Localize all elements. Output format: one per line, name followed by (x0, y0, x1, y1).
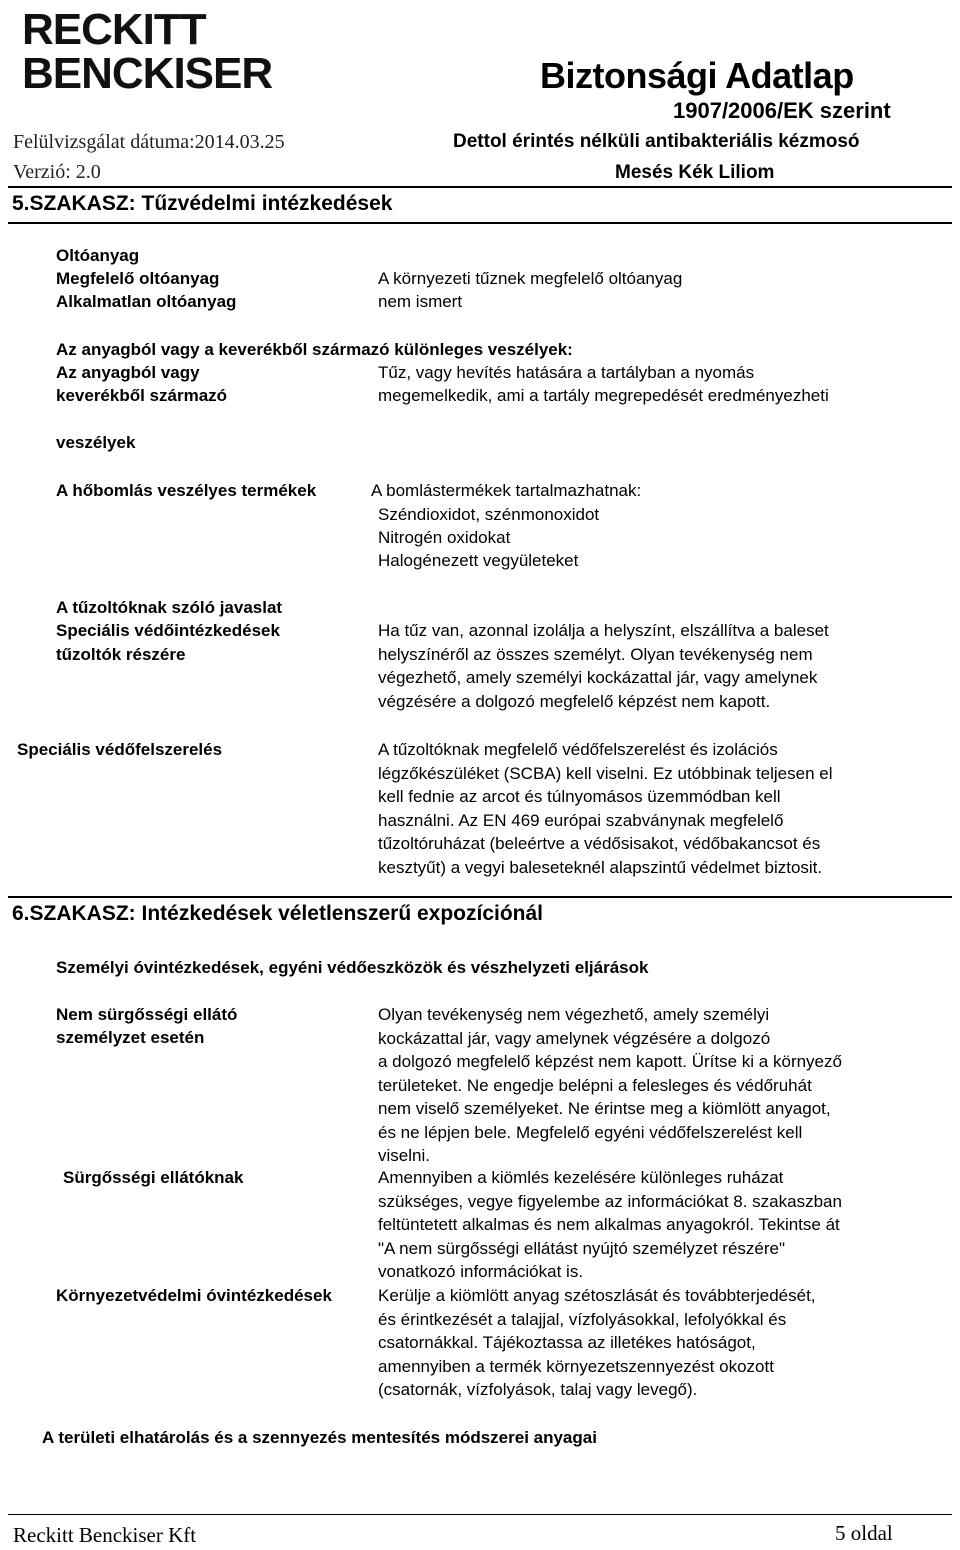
non-emergency-label-1: Nem sürgősségi ellátó (56, 1005, 238, 1024)
decomposition-label: A hőbomlás veszélyes termékek (56, 481, 317, 500)
logo-line1: RECKITT (22, 5, 206, 54)
section6-title-overline (8, 896, 952, 898)
non-emergency-line-5: nem viselő személyeket. Ne érintse meg a kiömlött anyagot, (378, 1099, 831, 1118)
non-emergency-line-6: és ne lépjen bele. Megfelelő egyéni védőfelszerelést kell (378, 1122, 803, 1142)
non-emergency-line-7: viselni. (378, 1146, 430, 1165)
emergency-line-5: vonatkozó információkat is. (378, 1262, 584, 1281)
suitable-media-label: Megfelelő oltóanyag (56, 269, 220, 288)
environmental-line-3: csatornákkal. Tájékoztassa az illetékes hatóságot, (378, 1333, 756, 1352)
emergency-line-4: "A nem sürgősségi ellátást nyújtó személyzet részére" (378, 1238, 786, 1258)
emergency-label: Sürgősségi ellátóknak (63, 1168, 244, 1187)
emergency-line-3: feltüntetett alkalmas és nem alkalmas anyagokról. Tekintse át (378, 1215, 840, 1234)
special-measures-value (378, 619, 829, 713)
logo-line2: BENCKISER (22, 49, 273, 98)
section6-title: 6.SZAKASZ: Intézkedések véletlenszerű expozíciónál (12, 902, 544, 925)
special-hazards-heading: Az anyagból vagy a keverékből származó különleges veszélyek: (56, 340, 573, 359)
emergency-line-2: szükséges, vegye figyelembe az információkat 8. szakaszban (378, 1191, 842, 1211)
footer-divider (8, 1514, 952, 1515)
environmental-label: Környezetvédelmi óvintézkedések (56, 1286, 332, 1305)
decomposition-value-1: A bomlástermékek tartalmazhatnak: (371, 481, 642, 500)
environmental-line-2: és érintkezését a talajjal, vízfolyásokkal, lefolyókkal és (378, 1309, 787, 1329)
extinguishing-heading: Oltóanyag (56, 246, 140, 265)
special-measures-line-2: helyszínéről az összes személyt. Olyan tevékenység nem (378, 644, 813, 664)
non-emergency-label-2: személyzet esetén (56, 1028, 205, 1047)
footer-page-number: 5 oldal (835, 1521, 893, 1545)
environmental-value (378, 1284, 816, 1402)
product-name: Dettol érintés nélküli antibakteriális kézmosó (453, 131, 860, 152)
decomposition-value-4: Halogénezett vegyületeket (378, 551, 579, 570)
unsuitable-media-value: nem ismert (378, 292, 463, 311)
regulation-text: 1907/2006/EK szerint (673, 98, 891, 123)
company-logo (22, 5, 273, 98)
special-hazards-value-1: Tűz, vagy hevítés hatására a tartályban a nyomás (378, 363, 755, 382)
ppe-line-1: A tűzoltóknak megfelelő védőfelszerelést és izolációs (378, 740, 778, 759)
personal-precautions-heading: Személyi óvintézkedések, egyéni védőeszközök és vészhelyzeti eljárások (56, 958, 649, 977)
non-emergency-line-4: területeket. Ne engedje belépni a felesleges és védőruhát (378, 1075, 812, 1095)
special-hazards-label-2: keverékből származó (56, 386, 228, 405)
non-emergency-value (378, 1003, 842, 1168)
non-emergency-line-3: a dolgozó megfelelő képzést nem kapott. Ürítse ki a környező (378, 1052, 842, 1071)
ppe-value (378, 738, 833, 879)
product-variant: Mesés Kék Liliom (615, 162, 775, 183)
ppe-line-6: kesztyűt) a vegyi baleseteknél alapszintű védelmet biztosit. (378, 857, 823, 877)
decomposition-value-3: Nitrogén oxidokat (378, 528, 511, 547)
ppe-line-4: használni. Az EN 469 európai szabványnak megfelelő (378, 810, 784, 830)
containment-heading: A területi elhatárolás és a szennyezés mentesítés módszerei anyagai (42, 1428, 597, 1447)
ppe-line-3: kell fednie az arcot és túlnyomásos üzemmódban kell (378, 787, 781, 806)
emergency-value (378, 1166, 842, 1284)
special-hazards-value-2: megemelkedik, ami a tartály megrepedését eredményezheti (378, 386, 829, 405)
environmental-line-4: amennyiben a termék környezetszennyezést okozott (378, 1356, 774, 1376)
special-measures-line-4: végzésére a dolgozó megfelelő képzést nem kapott. (378, 691, 771, 711)
special-measures-label-1: Speciális védőintézkedések (56, 621, 280, 640)
ppe-label: Speciális védőfelszerelés (17, 740, 223, 759)
footer-company: Reckitt Benckiser Kft (13, 1523, 197, 1547)
suitable-media-value: A környezeti tűznek megfelelő oltóanyag (378, 269, 683, 288)
revision-date: Felülvizsgálat dátuma:2014.03.25 (13, 131, 285, 153)
unsuitable-media-label: Alkalmatlan oltóanyag (56, 292, 237, 311)
environmental-line-1: Kerülje a kiömlött anyag szétoszlását és továbbterjedését, (378, 1286, 816, 1305)
non-emergency-line-1: Olyan tevékenység nem végezhető, amely személyi (378, 1005, 770, 1024)
firefighters-heading: A tűzoltóknak szóló javaslat (56, 598, 283, 617)
decomposition-value-2: Széndioxidot, szénmonoxidot (378, 505, 600, 524)
non-emergency-line-2: kockázattal jár, vagy amelynek végzésére a dolgozó (378, 1028, 771, 1048)
special-hazards-label-3: veszélyek (56, 433, 136, 452)
special-measures-line-3: végezhető, amely személyi kockázattal jár, vagy amelynek (378, 668, 818, 687)
section5-title-underline (8, 222, 952, 224)
version-text: Verzió: 2.0 (13, 161, 101, 183)
document-title: Biztonsági Adatlap (540, 55, 854, 96)
emergency-line-1: Amennyiben a kiömlés kezelésére különleges ruházat (378, 1168, 784, 1187)
ppe-line-5: tűzoltóruházat (beleértve a védősisakot, védőbakancsot és (378, 834, 821, 853)
special-measures-line-1: Ha tűz van, azonnal izolálja a helyszínt, elszállítva a baleset (378, 621, 829, 640)
special-measures-label-2: tűzoltók részére (56, 645, 186, 664)
environmental-line-5: (csatornák, vízfolyások, talaj vagy levegő). (378, 1380, 698, 1399)
ppe-line-2: légzőkészüléket (SCBA) kell viselni. Ez utóbbinak teljesen el (378, 763, 833, 783)
section5-title: 5.SZAKASZ: Tűzvédelmi intézkedések (12, 192, 393, 215)
special-hazards-label-1: Az anyagból vagy (56, 363, 200, 382)
header-divider (8, 186, 952, 188)
